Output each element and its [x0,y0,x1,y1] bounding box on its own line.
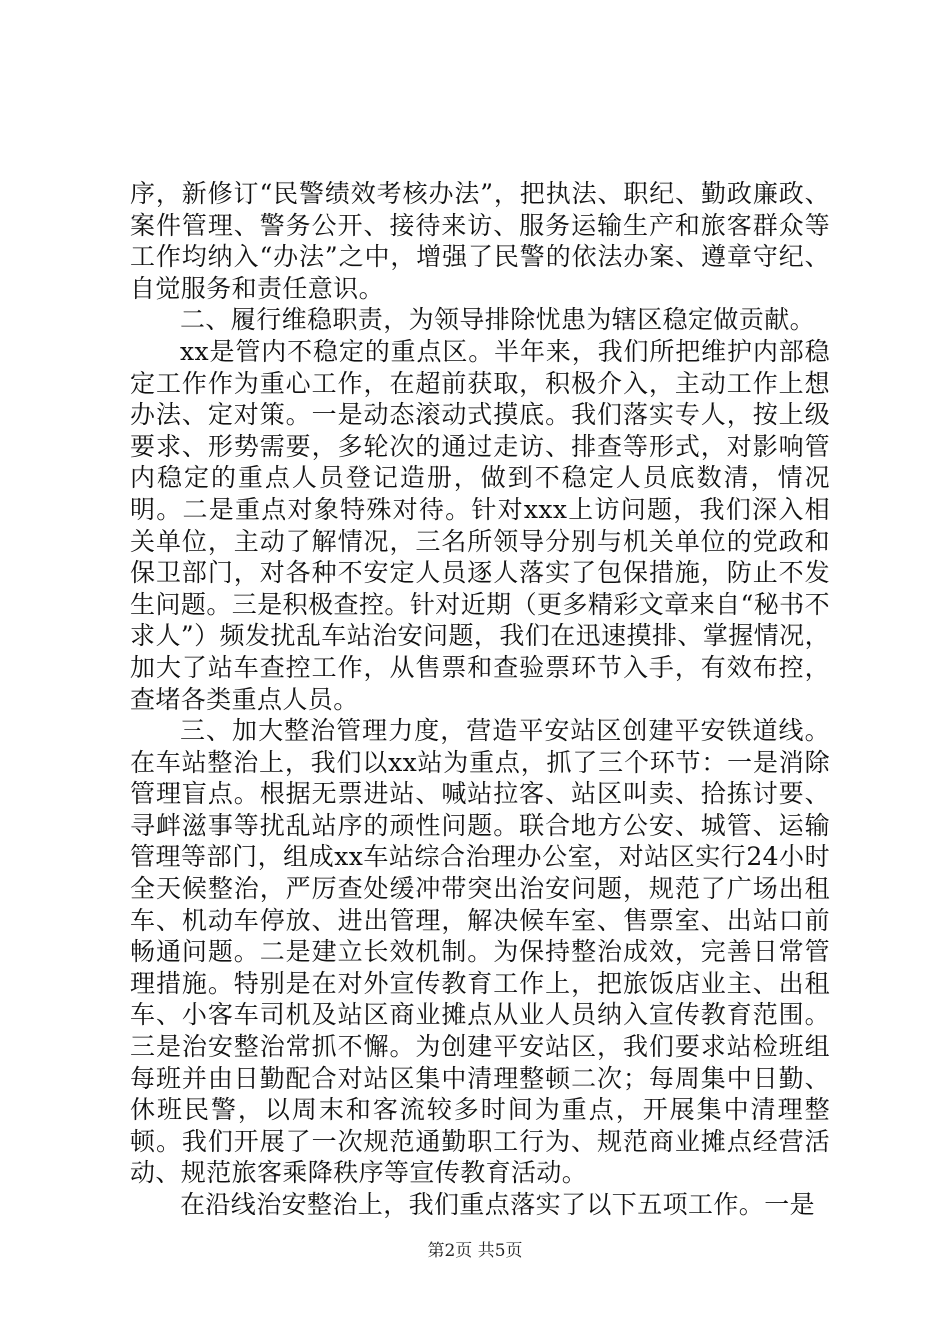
paragraph-continuation: 序，新修订“民警绩效考核办法”，把执法、职纪、勤政廉政、案件管理、警务公开、接待来访、服务运输生产和旅客群众等工作均纳入“办法”之中，增强了民警的依法办案、遵章守纪、自觉服务和责任意识。 [130,179,830,303]
page-footer: 第2页 共5页 [427,1241,523,1261]
paragraph-station-rectification: 三、加大整治管理力度，营造平安站区创建平安铁道线。在车站整治上，我们以xx站为重点，抓了三个环节：一是消除管理盲点。根据无票进站、喊站拉客、站区叫卖、拾拣讨要、寻衅滋事等扰乱站序的顽性问题。联合地方公安、城管、运输管理等部门，组成xx车站综合治理办公室，对站区实行24小时全天候整治，严厉查处缓冲带突出治安问题，规范了广场出租车、机动车停放、进出管理，解决候车室、售票室、出站口前畅通问题。二是建立长效机制。为保持整治成效，完善日常管理措施。特别是在对外宣传教育工作上，把旅饭店业主、出租车、小客车司机及站区商业摊点从业人员纳入宣传教育范围。三是治安整治常抓不懈。为创建平安站区，我们要求站检班组每班并由日勤配合对站区集中清理整顿二次；每周集中日勤、休班民警，以周末和客流较多时间为重点，开展集中清理整顿。我们开展了一次规范通勤职工行为、规范商业摊点经营活动、规范旅客乘降秩序等宣传教育活动。 [130,716,830,1188]
paragraph-railway-line-security: 在沿线治安整治上，我们重点落实了以下五项工作。一是 [180,1190,816,1219]
paragraph-stability-work: xx是管内不稳定的重点区。半年来，我们所把维护内部稳定工作作为重心工作，在超前获取，积极介入，主动工作上想办法、定对策。一是动态滚动式摸底。我们落实专人，按上级要求、形势需要，多轮次的通过走访、排查等形式，对影响管内稳定的重点人员登记造册，做到不稳定人员底数清，情况明。二是重点对象特殊对待。针对xxx上访问题，我们深入相关单位，主动了解情况，三名所领导分别与机关单位的党政和保卫部门，对各种不安定人员逐人落实了包保措施，防止不发生问题。三是积极查控。针对近期（更多精彩文章来自“秘书不求人”）频发扰乱车站治安问题，我们在迅速摸排、掌握情况，加大了站车查控工作，从售票和查验票环节入手，有效布控，查堵各类重点人员。 [130,336,830,714]
section-heading-two: 二、履行维稳职责，为领导排除忧患为辖区稳定做贡献。 [180,305,816,335]
document-body [130,178,830,1221]
